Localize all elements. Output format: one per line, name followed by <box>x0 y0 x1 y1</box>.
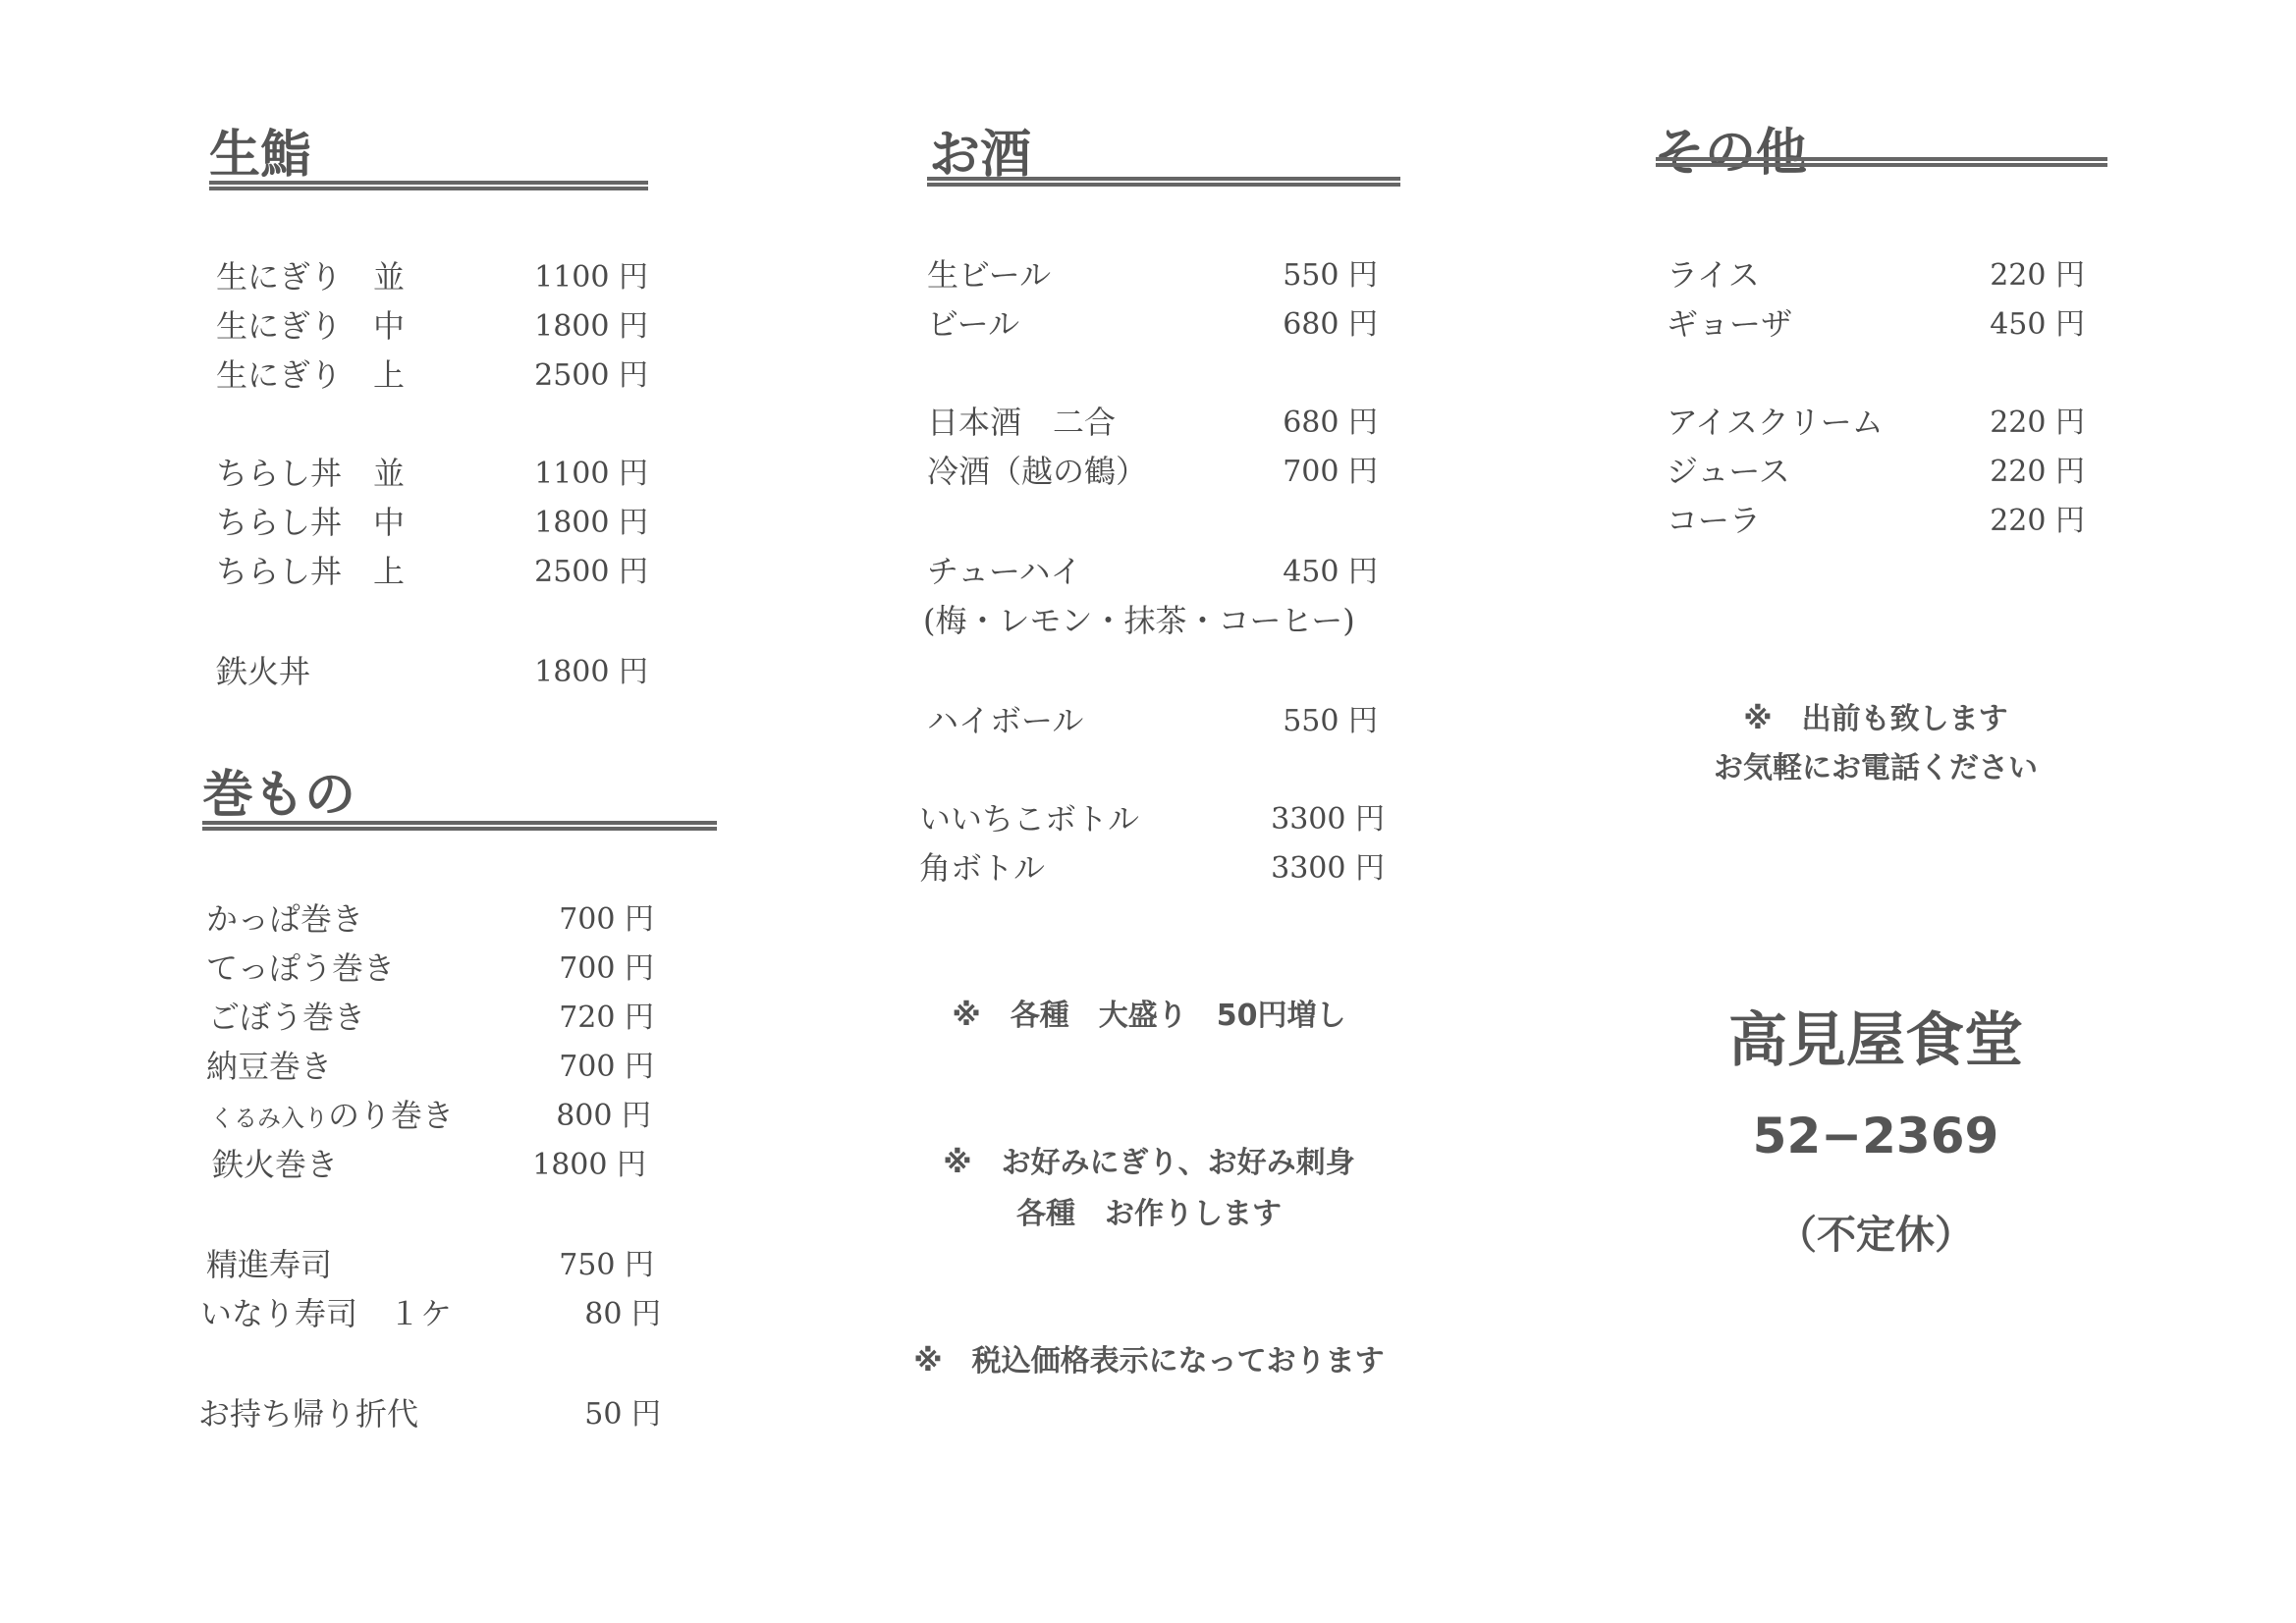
menu-item-price: 700 円 <box>559 1050 654 1084</box>
menu-item-price: 450 円 <box>1990 307 2085 342</box>
menu-item-name: コーラ <box>1667 502 1762 539</box>
section-underline <box>1656 157 2107 167</box>
note-call-us: お気軽にお電話ください <box>1714 751 2038 785</box>
menu-item-name: ちらし丼 並 <box>216 455 406 492</box>
section-title-sonota: その他 <box>1654 124 1808 183</box>
menu-item-name: 鉄火巻き <box>212 1146 339 1183</box>
menu-item-price: 550 円 <box>1283 258 1378 293</box>
menu-item-name: ハイボール <box>927 702 1084 739</box>
menu-item-price: 3300 円 <box>1271 851 1385 886</box>
section-underline <box>202 821 717 831</box>
menu-item-price: 50 円 <box>584 1397 661 1432</box>
menu-item-name: ライス <box>1667 256 1760 294</box>
menu-item-price: 750 円 <box>559 1248 654 1282</box>
menu-item-name: ちらし丼 中 <box>216 504 406 541</box>
menu-item-price: 1800 円 <box>534 309 648 344</box>
note-tax-included: ※ 税込価格表示になっております <box>913 1344 1385 1379</box>
menu-item-name: いなり寿司 １ケ <box>200 1295 453 1332</box>
shop-name: 高見屋食堂 <box>1728 1006 2023 1075</box>
menu-item-price: 700 円 <box>559 902 654 937</box>
menu-item-price: 2500 円 <box>534 555 648 589</box>
menu-item-name: いいちこボトル <box>919 800 1140 838</box>
menu-item-price: 800 円 <box>556 1099 651 1133</box>
menu-item-name: ジュース <box>1667 453 1790 490</box>
shop-phone: 52−2369 <box>1752 1108 1999 1164</box>
menu-item-price: 680 円 <box>1283 406 1378 440</box>
menu-item-name: 生にぎり 中 <box>216 307 406 345</box>
menu-item-name: かっぱ巻き <box>206 900 364 938</box>
section-title-nama-sushi: 生鮨 <box>209 126 312 185</box>
menu-item-name: アイスクリーム <box>1667 404 1884 441</box>
menu-item-name: お持ち帰り折代 <box>198 1395 419 1433</box>
menu-item-name <box>210 1097 455 1134</box>
menu-item-name: ビール <box>927 305 1020 343</box>
menu-item-name-prefix: くるみ入り <box>210 1105 328 1132</box>
menu-item-name: ギョーザ <box>1667 305 1793 343</box>
menu-item-price: 220 円 <box>1990 455 2085 489</box>
menu-item-price: 80 円 <box>584 1297 661 1331</box>
menu-item-price: 1800 円 <box>534 506 648 540</box>
menu-item-name: 生ビール <box>927 256 1052 294</box>
menu-item-price: 700 円 <box>559 951 654 986</box>
menu-item-name: てっぽう巻き <box>206 949 396 987</box>
menu-item-price: 700 円 <box>1283 455 1378 489</box>
menu-item-price: 450 円 <box>1283 555 1378 589</box>
note-delivery: ※ 出前も致します <box>1743 702 2008 736</box>
menu-item-price: 1100 円 <box>534 457 648 491</box>
menu-item-name: 日本酒 二合 <box>927 404 1117 441</box>
shop-closed-days: （不定休） <box>1777 1213 1974 1258</box>
menu-item-price: 1800 円 <box>534 655 648 689</box>
section-title-makimono: 巻もの <box>202 766 356 825</box>
menu-item-price: 1100 円 <box>534 260 648 295</box>
menu-item-price: 220 円 <box>1990 406 2085 440</box>
menu-item-price: 680 円 <box>1283 307 1378 342</box>
menu-item-price: 220 円 <box>1990 504 2085 538</box>
menu-item-price: 3300 円 <box>1271 802 1385 837</box>
menu-item-name-main: のり巻き <box>328 1097 455 1134</box>
menu-item-name: 生にぎり 並 <box>216 258 406 296</box>
menu-item-name: 精進寿司 <box>206 1246 333 1283</box>
menu-item-price: 550 円 <box>1283 704 1378 738</box>
menu-item-name: 生にぎり 上 <box>216 356 406 394</box>
menu-item-name: 冷酒（越の鶴） <box>927 453 1148 490</box>
menu-item-name: 納豆巻き <box>206 1048 333 1085</box>
section-underline <box>927 177 1400 187</box>
menu-item-price: 2500 円 <box>534 358 648 393</box>
note-large-portion: ※ 各種 大盛り 50円増し <box>952 999 1346 1033</box>
menu-item-name: チューハイ <box>927 553 1082 590</box>
menu-item-price: 720 円 <box>559 1001 654 1035</box>
section-underline <box>209 181 648 190</box>
section-title-osake: お酒 <box>929 126 1032 185</box>
note-custom-order-2: 各種 お作りします <box>1016 1197 1282 1231</box>
menu-item-name: 鉄火丼 <box>216 653 311 690</box>
menu-item-price: 1800 円 <box>532 1148 646 1182</box>
menu-item-price: 220 円 <box>1990 258 2085 293</box>
menu-item-name: 角ボトル <box>919 849 1046 887</box>
note-custom-order: ※ お好みにぎり、お好み刺身 <box>943 1146 1355 1180</box>
menu-item-flavors: (梅・レモン・抹茶・コーヒー) <box>923 602 1355 639</box>
menu-item-name: ごぼう巻き <box>208 999 366 1036</box>
menu-item-name: ちらし丼 上 <box>216 553 406 590</box>
